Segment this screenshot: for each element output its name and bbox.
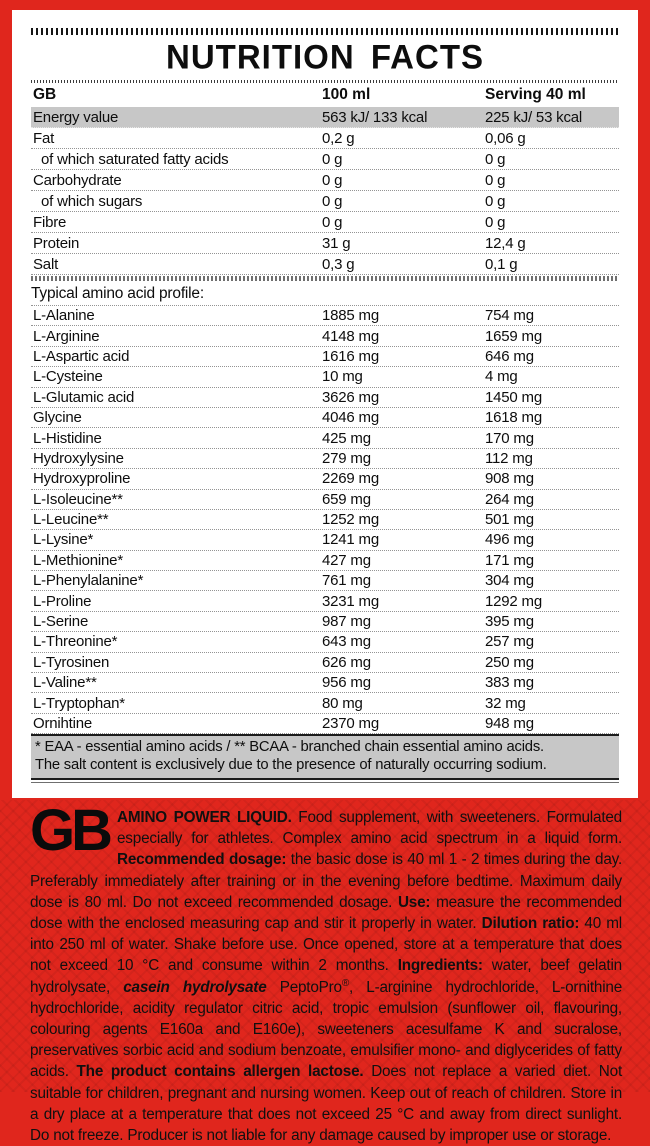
info-segment: the basic dose is 40 ml 1 - 2 times during the day. Preferably immediately after training or in the evening before bedtime. Maximum daily dose is 80 ml. Do not exceed recommended dosage. xyxy=(30,851,622,911)
value-serving: 1618 mg xyxy=(485,409,542,427)
info-segment: 40 ml into 250 ml of water. Shake before use. Once opened, store at a temperature that does not exceed 10 °C and consume within 2 months. xyxy=(30,915,622,975)
row-label: Protein xyxy=(33,234,80,252)
value-serving: 754 mg xyxy=(485,307,534,325)
footnote-salt: The salt content is exclusively due to the presence of naturally occurring sodium. xyxy=(35,757,547,774)
section-divider xyxy=(31,276,619,281)
value-serving: 383 mg xyxy=(485,674,534,692)
value-serving: 0 g xyxy=(485,213,506,231)
value-serving: 0,1 g xyxy=(485,255,518,273)
row-label: L-Threonine* xyxy=(33,633,118,651)
value-100ml: 1252 mg xyxy=(322,511,379,529)
nutrient-row xyxy=(31,212,619,233)
value-serving: 0 g xyxy=(485,150,506,168)
nutrient-row xyxy=(31,128,619,149)
product-info-section xyxy=(0,798,650,1145)
table-header-row xyxy=(31,83,619,107)
info-segment: ® xyxy=(341,977,350,989)
amino-acid-row xyxy=(31,530,619,550)
row-label: L-Valine** xyxy=(33,674,97,692)
amino-acid-row xyxy=(31,714,619,734)
amino-acid-row xyxy=(31,428,619,448)
row-label: L-Alanine xyxy=(33,307,95,325)
value-100ml: 80 mg xyxy=(322,694,363,712)
row-label: Ornihtine xyxy=(33,715,93,732)
row-label: L-Phenylalanine* xyxy=(33,572,144,590)
nutrient-row xyxy=(31,233,619,254)
value-100ml: 425 mg xyxy=(322,429,371,447)
row-label: L-Proline xyxy=(33,592,92,610)
row-label: L-Tryptophan* xyxy=(33,694,125,712)
value-serving: 225 kJ/ 53 kcal xyxy=(485,108,583,126)
value-100ml: 761 mg xyxy=(322,572,371,590)
footnote-eaa-bcaa: * EAA - essential amino acids / ** BCAA - branched chain essential amino acids. xyxy=(35,739,544,756)
amino-acid-row xyxy=(31,612,619,632)
value-100ml: 2269 mg xyxy=(322,470,379,488)
nutrient-row xyxy=(31,107,619,128)
amino-acid-rows xyxy=(31,306,619,734)
value-100ml: 0 g xyxy=(322,192,343,210)
info-segment: Does not replace a varied diet. Not suitable for children, pregnant and nursing women. Keep out of reach of children. Store in a dry place at a temperature that does not exceed 25 °C and away from direct sunlight. Do not freeze. Producer is not liable for any damage caused by improper use or storage. xyxy=(30,1063,622,1145)
column-header-100ml: 100 ml xyxy=(322,86,371,103)
amino-acid-row xyxy=(31,673,619,693)
amino-acid-row xyxy=(31,490,619,510)
value-serving: 1659 mg xyxy=(485,327,542,345)
value-serving: 32 mg xyxy=(485,694,526,712)
amino-section-label: Typical amino acid profile: xyxy=(31,282,619,306)
value-serving: 501 mg xyxy=(485,511,534,529)
row-label: L-Lysine* xyxy=(33,531,94,549)
nutrient-row xyxy=(31,191,619,212)
value-serving: 0 g xyxy=(485,171,506,189)
language-code: GB xyxy=(30,798,109,863)
row-label: L-Isoleucine** xyxy=(33,490,123,508)
value-100ml: 1885 mg xyxy=(322,307,379,325)
value-100ml: 659 mg xyxy=(322,490,371,508)
nutrient-row xyxy=(31,170,619,191)
amino-acid-row xyxy=(31,571,619,591)
value-serving: 908 mg xyxy=(485,470,534,488)
value-100ml: 563 kJ/ 133 kcal xyxy=(322,108,428,126)
column-header-serving: Serving 40 ml xyxy=(485,86,586,103)
info-segment: Ingredients: xyxy=(397,957,483,975)
product-info-text xyxy=(30,798,623,1146)
amino-acid-row xyxy=(31,408,619,428)
nutrient-row xyxy=(31,149,619,170)
value-serving: 170 mg xyxy=(485,429,534,447)
amino-acid-row xyxy=(31,591,619,611)
value-100ml: 0 g xyxy=(322,171,343,189)
value-serving: 264 mg xyxy=(485,490,534,508)
value-serving: 646 mg xyxy=(485,347,534,365)
amino-acid-row xyxy=(31,510,619,530)
amino-acid-row xyxy=(31,347,619,367)
value-100ml: 1616 mg xyxy=(322,347,379,365)
info-segment: Recommended dosage: xyxy=(117,851,287,869)
value-serving: 250 mg xyxy=(485,653,534,671)
value-100ml: 0 g xyxy=(322,150,343,168)
value-serving: 304 mg xyxy=(485,572,534,590)
value-serving: 948 mg xyxy=(485,715,534,732)
info-segment: The product contains allergen lactose. xyxy=(76,1063,364,1081)
info-paragraph xyxy=(30,798,623,1145)
panel-title: NUTRITION FACTS xyxy=(166,37,484,76)
info-segment: , L-arginine hydrochloride, L-ornithine hydrochloride, acidity regulator citric acid, tropic emulsion (sunflower oil, flavouring, colouring agents E160a and E160e), sweeteners acesulfame K and sucralose, preservatives sorbic acid and sodium benzoate, emulsifier mono- and diglycerides of fatty acids. xyxy=(30,978,623,1081)
row-label: L-Aspartic acid xyxy=(33,347,130,365)
row-label: L-Methionine* xyxy=(33,551,123,569)
amino-acid-row xyxy=(31,306,619,326)
info-segment: PeptoPro xyxy=(266,978,342,996)
amino-acid-row xyxy=(31,326,619,346)
row-label: L-Glutamic acid xyxy=(33,388,135,406)
nutrient-rows xyxy=(31,107,619,275)
column-header-region: GB xyxy=(33,86,57,103)
info-segment: Food supplement, with sweeteners. Formulated especially for athletes. Complex amino acid spectrum in a liquid form. xyxy=(117,809,622,848)
value-100ml: 1241 mg xyxy=(322,531,379,549)
row-label: Glycine xyxy=(33,409,82,427)
row-label: of which saturated fatty acids xyxy=(41,150,229,168)
value-serving: 112 mg xyxy=(485,449,533,467)
amino-acid-row xyxy=(31,388,619,408)
footnote-underline xyxy=(31,782,619,783)
value-100ml: 0,2 g xyxy=(322,129,355,147)
info-segment: measure the recommended dose with the enclosed measuring cap and stir it properly in water. xyxy=(30,893,622,933)
info-segment: Dilution ratio: xyxy=(481,915,580,933)
row-label: Fibre xyxy=(33,213,67,231)
amino-acid-row xyxy=(31,469,619,489)
value-100ml: 10 mg xyxy=(322,368,363,386)
row-label: L-Serine xyxy=(33,613,89,631)
row-label: Energy value xyxy=(33,108,119,126)
value-serving: 496 mg xyxy=(485,531,534,549)
amino-acid-row xyxy=(31,632,619,652)
value-100ml: 279 mg xyxy=(322,449,371,467)
value-100ml: 0 g xyxy=(322,213,343,231)
row-label: L-Tyrosinen xyxy=(33,653,110,671)
amino-acid-row xyxy=(31,449,619,469)
value-serving: 1292 mg xyxy=(485,592,542,610)
value-serving: 171 mg xyxy=(485,551,534,569)
value-100ml: 3626 mg xyxy=(322,388,379,406)
value-serving: 12,4 g xyxy=(485,234,526,252)
amino-acid-row xyxy=(31,653,619,673)
row-label: L-Arginine xyxy=(33,327,100,345)
amino-acid-row xyxy=(31,693,619,713)
value-serving: 0,06 g xyxy=(485,129,526,147)
tick-line-coarse xyxy=(31,28,619,35)
amino-acid-row xyxy=(31,551,619,571)
row-label: Carbohydrate xyxy=(33,171,122,189)
row-label: L-Leucine** xyxy=(33,511,109,529)
row-label: Hydroxylysine xyxy=(33,449,124,467)
info-segment: casein hydrolysate xyxy=(123,978,267,996)
info-segment: water, beef gelatin hydrolysate, xyxy=(30,957,622,996)
value-100ml: 427 mg xyxy=(322,551,371,569)
value-serving: 1450 mg xyxy=(485,388,542,406)
row-label: L-Histidine xyxy=(33,429,102,447)
row-label: Hydroxyproline xyxy=(33,470,131,488)
info-segment: AMINO POWER LIQUID. xyxy=(117,809,299,826)
value-100ml: 626 mg xyxy=(322,653,371,671)
footnote-box xyxy=(31,734,619,780)
value-serving: 0 g xyxy=(485,192,506,210)
nutrient-row xyxy=(31,254,619,275)
row-label: Fat xyxy=(33,129,55,147)
value-serving: 257 mg xyxy=(485,633,534,651)
value-100ml: 987 mg xyxy=(322,613,371,631)
value-100ml: 4046 mg xyxy=(322,409,379,427)
row-label: Salt xyxy=(33,255,59,273)
value-serving: 4 mg xyxy=(485,368,518,386)
value-100ml: 31 g xyxy=(322,234,351,252)
value-100ml: 956 mg xyxy=(322,674,371,692)
value-100ml: 4148 mg xyxy=(322,327,379,345)
value-100ml: 2370 mg xyxy=(322,715,379,732)
amino-acid-row xyxy=(31,367,619,387)
row-label: L-Cysteine xyxy=(33,368,103,386)
nutrition-facts-panel xyxy=(12,10,638,798)
value-100ml: 0,3 g xyxy=(322,255,355,273)
value-100ml: 643 mg xyxy=(322,633,371,651)
info-segment: Use: xyxy=(397,893,431,911)
value-100ml: 3231 mg xyxy=(322,592,379,610)
value-serving: 395 mg xyxy=(485,613,534,631)
row-label: of which sugars xyxy=(41,192,143,210)
